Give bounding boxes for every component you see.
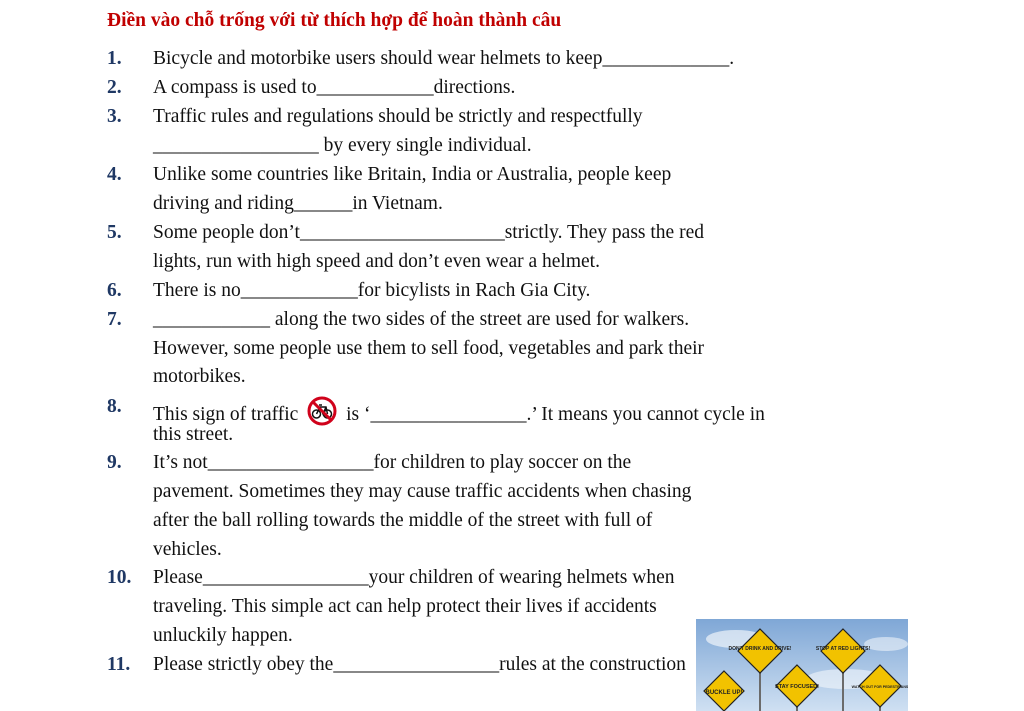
item-number-6: 6.: [107, 280, 122, 301]
item-number-10: 10.: [107, 567, 132, 588]
item-8-line-1: [153, 396, 765, 426]
item-4-line-1: Unlike some countries like Britain, India or Australia, people keep: [153, 164, 672, 185]
item-1-line-1: Bicycle and motorbike users should wear helmets to keep_____________.: [153, 48, 735, 69]
svg-text:STOP AT RED LIGHTS!: STOP AT RED LIGHTS!: [815, 646, 871, 652]
item-7-line-3: motorbikes.: [153, 366, 246, 387]
item-6-line-1: There is no____________for bicylists in Rach Gia City.: [153, 280, 591, 301]
item-number-4: 4.: [107, 164, 122, 185]
item-7-line-1: ____________ along the two sides of the street are used for walkers.: [153, 309, 690, 330]
svg-text:WATCH OUT FOR PEDESTRIANS: WATCH OUT FOR PEDESTRIANS: [851, 685, 908, 689]
page-title: Điền vào chỗ trống với từ thích hợp để hoàn thành câu: [107, 10, 562, 31]
item-10-line-1: Please_________________your children of wearing helmets when: [153, 567, 675, 588]
item-10-line-2: traveling. This simple act can help protect their lives if accidents: [153, 596, 657, 617]
no-bicycle-sign-icon: [307, 396, 337, 426]
item-number-11: 11.: [107, 654, 131, 675]
item-7-line-2: However, some people use them to sell food, vegetables and park their: [153, 338, 705, 359]
item-number-7: 7.: [107, 309, 122, 330]
item-3-line-1: Traffic rules and regulations should be strictly and respectfully: [153, 106, 643, 127]
item-5-line-2: lights, run with high speed and don’t even wear a helmet.: [153, 251, 600, 272]
item-number-2: 2.: [107, 77, 122, 98]
svg-text:BUCKLE UP!: BUCKLE UP!: [705, 690, 743, 696]
svg-text:STAY FOCUSED!: STAY FOCUSED!: [775, 684, 819, 690]
svg-text:DON'T DRINK AND DRIVE!: DON'T DRINK AND DRIVE!: [728, 646, 792, 652]
item-4-line-2: driving and riding______in Vietnam.: [153, 193, 443, 214]
item-8-text-before-sign: This sign of traffic: [153, 404, 299, 425]
item-3-line-2: _________________ by every single individual.: [153, 135, 532, 156]
item-5-line-1: Some people don’t_____________________strictly. They pass the red: [153, 222, 704, 243]
item-9-line-3: after the ball rolling towards the middle of the street with full of: [153, 510, 653, 531]
item-number-5: 5.: [107, 222, 122, 243]
item-2-line-1: A compass is used to____________directions.: [153, 77, 516, 98]
item-9-line-1: It’s not_________________for children to play soccer on the: [153, 452, 632, 473]
item-11-line-1: Please strictly obey the_________________rules at the construction: [153, 654, 686, 675]
item-number-8: 8.: [107, 396, 122, 417]
traffic-signs-image: [696, 619, 908, 711]
item-10-line-3: unluckily happen.: [153, 625, 293, 646]
item-9-line-2: pavement. Sometimes they may cause traffic accidents when chasing: [153, 481, 692, 502]
item-8-text-after-sign: is ‘________________.’ It means you cannot cycle in: [346, 404, 765, 425]
item-number-1: 1.: [107, 48, 122, 69]
item-number-3: 3.: [107, 106, 122, 127]
item-8-line-2: this street.: [153, 424, 234, 445]
item-9-line-4: vehicles.: [153, 539, 222, 560]
item-number-9: 9.: [107, 452, 122, 473]
